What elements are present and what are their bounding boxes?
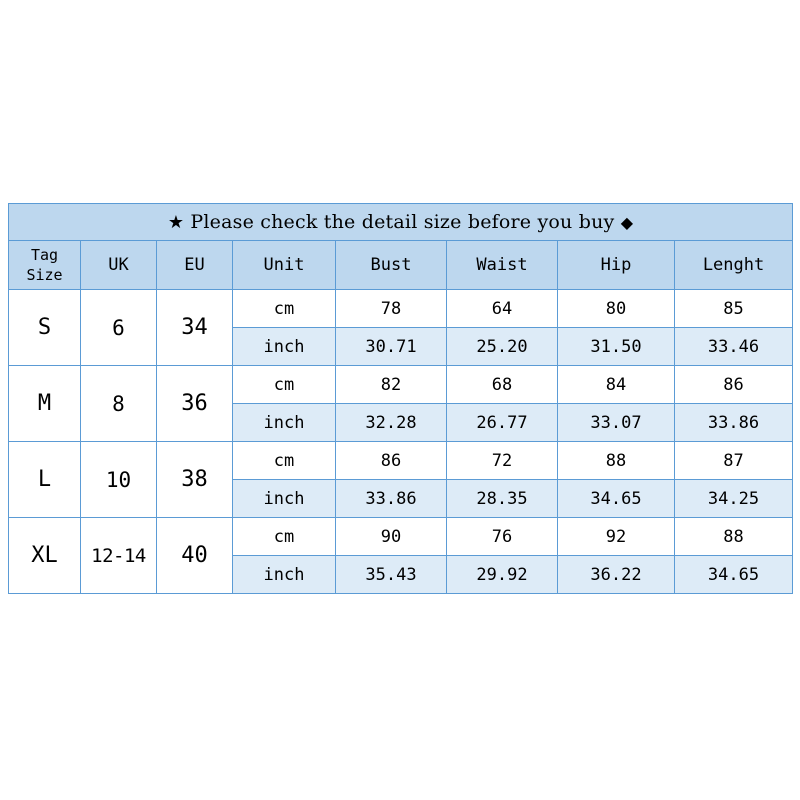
cell-hip-inch: 33.07 — [558, 404, 675, 442]
cell-unit-inch: inch — [233, 328, 336, 366]
cell-eu: 36 — [157, 366, 233, 442]
cell-tag-size: S — [9, 290, 81, 366]
cell-waist-inch: 26.77 — [447, 404, 558, 442]
cell-unit-cm: cm — [233, 518, 336, 556]
cell-waist-cm: 72 — [447, 442, 558, 480]
table-header-row — [9, 241, 793, 290]
size-chart-container — [8, 203, 792, 594]
cell-lenght-cm: 88 — [675, 518, 793, 556]
cell-lenght-cm: 86 — [675, 366, 793, 404]
cell-bust-inch: 30.71 — [336, 328, 447, 366]
cell-bust-cm: 90 — [336, 518, 447, 556]
cell-uk: 8 — [81, 366, 157, 442]
cell-waist-cm: 68 — [447, 366, 558, 404]
cell-hip-cm: 92 — [558, 518, 675, 556]
cell-hip-inch: 34.65 — [558, 480, 675, 518]
cell-unit-cm: cm — [233, 442, 336, 480]
header-bust: Bust — [336, 241, 447, 290]
cell-unit-cm: cm — [233, 290, 336, 328]
cell-unit-cm: cm — [233, 366, 336, 404]
cell-waist-inch: 29.92 — [447, 556, 558, 594]
cell-hip-inch: 36.22 — [558, 556, 675, 594]
cell-lenght-cm: 85 — [675, 290, 793, 328]
table-row — [9, 290, 793, 328]
diamond-icon: ◆ — [620, 213, 634, 232]
cell-lenght-inch: 34.65 — [675, 556, 793, 594]
cell-lenght-cm: 87 — [675, 442, 793, 480]
cell-lenght-inch: 34.25 — [675, 480, 793, 518]
cell-eu: 40 — [157, 518, 233, 594]
header-eu: EU — [157, 241, 233, 290]
cell-bust-inch: 35.43 — [336, 556, 447, 594]
banner-text: Please check the detail size before you buy — [190, 211, 615, 233]
header-lenght: Lenght — [675, 241, 793, 290]
table-row — [9, 366, 793, 404]
star-icon: ★ — [167, 212, 185, 233]
cell-hip-cm: 84 — [558, 366, 675, 404]
header-hip: Hip — [558, 241, 675, 290]
header-tag-size — [9, 241, 81, 290]
cell-eu: 38 — [157, 442, 233, 518]
cell-bust-cm: 82 — [336, 366, 447, 404]
header-tag-size-line1: Tag — [30, 246, 59, 264]
cell-unit-inch: inch — [233, 556, 336, 594]
cell-waist-cm: 76 — [447, 518, 558, 556]
cell-hip-inch: 31.50 — [558, 328, 675, 366]
table-row — [9, 518, 793, 556]
header-tag-size-line2: Size — [26, 266, 63, 284]
banner-cell — [9, 204, 793, 241]
cell-bust-cm: 78 — [336, 290, 447, 328]
cell-tag-size: L — [9, 442, 81, 518]
header-waist: Waist — [447, 241, 558, 290]
header-uk: UK — [81, 241, 157, 290]
size-chart-table — [8, 203, 793, 594]
cell-waist-inch: 25.20 — [447, 328, 558, 366]
cell-tag-size: XL — [9, 518, 81, 594]
cell-unit-inch: inch — [233, 480, 336, 518]
cell-lenght-inch: 33.46 — [675, 328, 793, 366]
cell-waist-inch: 28.35 — [447, 480, 558, 518]
cell-uk: 10 — [81, 442, 157, 518]
cell-hip-cm: 88 — [558, 442, 675, 480]
cell-bust-inch: 32.28 — [336, 404, 447, 442]
cell-bust-cm: 86 — [336, 442, 447, 480]
table-row — [9, 442, 793, 480]
cell-uk: 6 — [81, 290, 157, 366]
cell-waist-cm: 64 — [447, 290, 558, 328]
cell-uk: 12-14 — [81, 518, 157, 594]
banner-row — [9, 204, 793, 241]
cell-bust-inch: 33.86 — [336, 480, 447, 518]
cell-unit-inch: inch — [233, 404, 336, 442]
cell-lenght-inch: 33.86 — [675, 404, 793, 442]
cell-hip-cm: 80 — [558, 290, 675, 328]
cell-tag-size: M — [9, 366, 81, 442]
header-unit: Unit — [233, 241, 336, 290]
cell-eu: 34 — [157, 290, 233, 366]
